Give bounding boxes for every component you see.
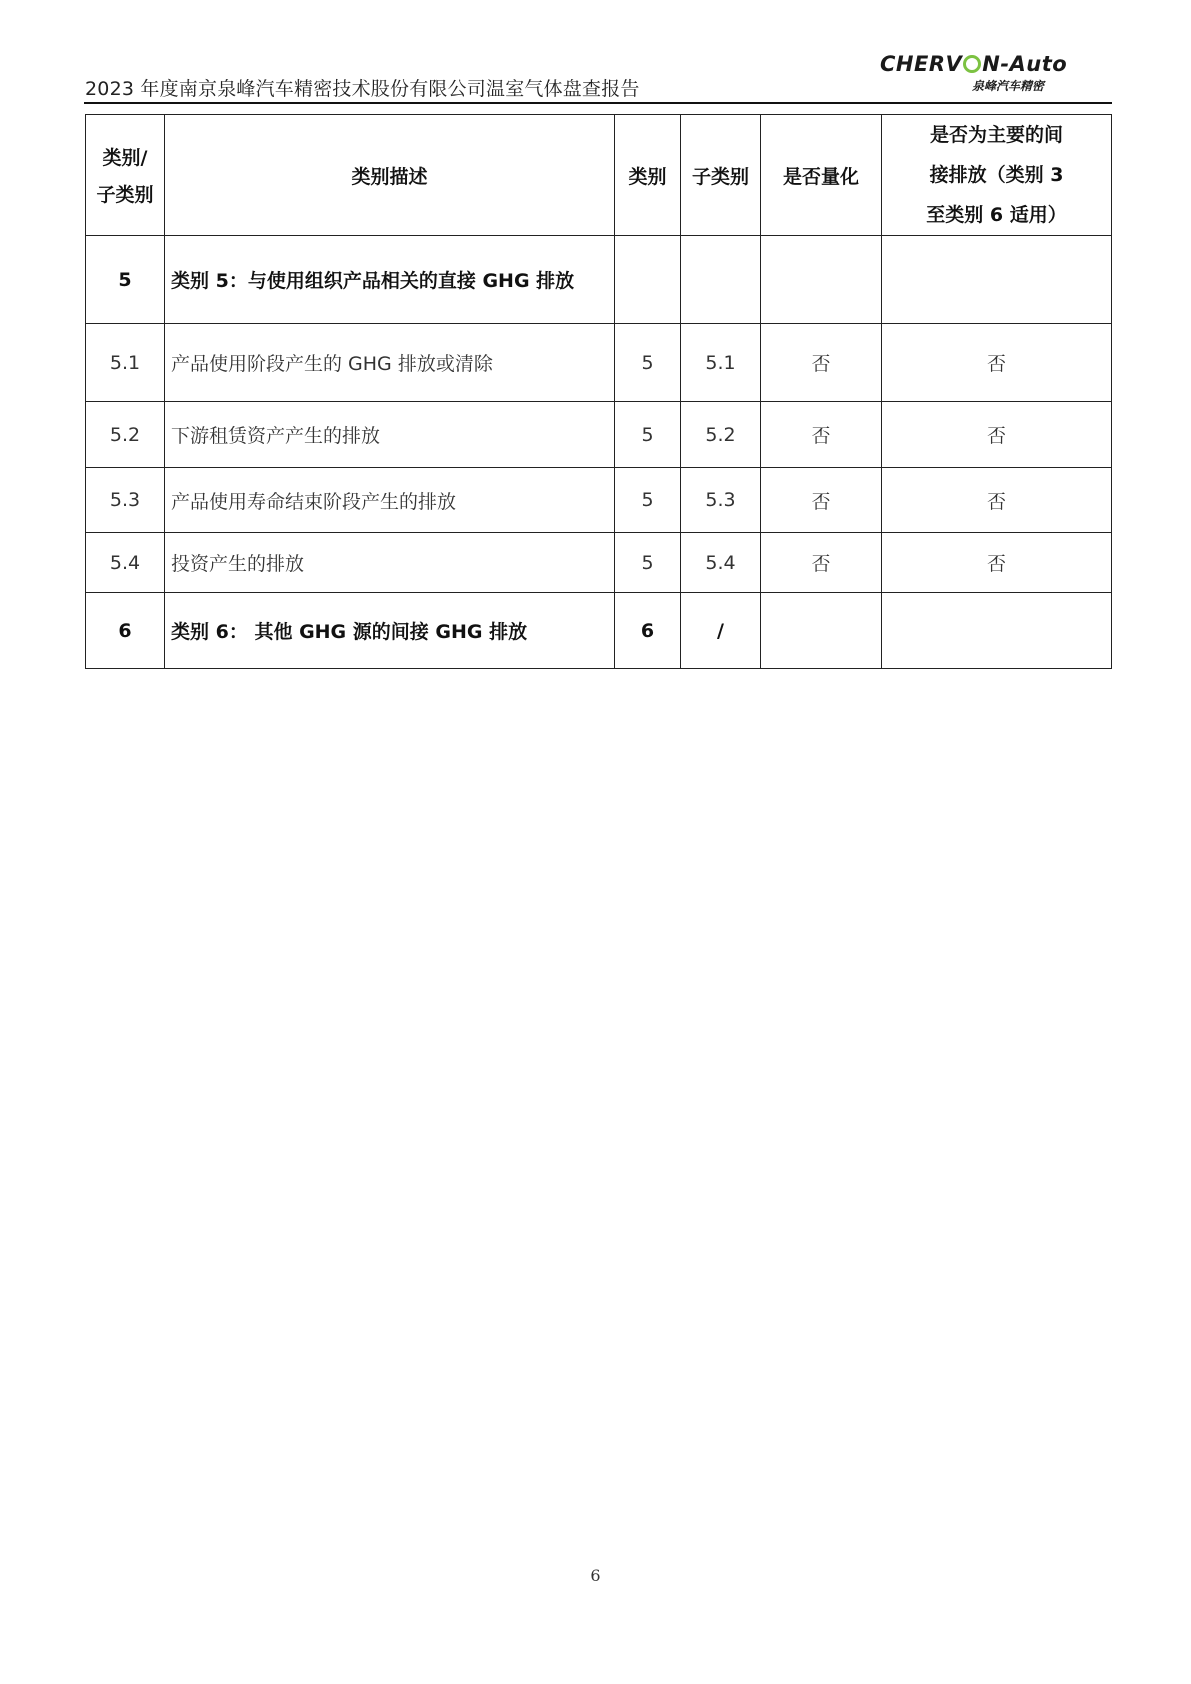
row-main-indirect: 否	[882, 324, 1112, 402]
header-main-indirect: 是否为主要的间 接排放（类别 3 至类别 6 适用）	[882, 115, 1112, 236]
table-row	[86, 533, 1112, 593]
row-main-indirect: 否	[882, 468, 1112, 533]
logo-chinese-name: 泉峰汽车精密	[972, 79, 1045, 93]
row-category	[615, 236, 681, 324]
logo-o-ring-icon	[963, 55, 981, 73]
row-description: 投资产生的排放	[165, 533, 615, 593]
row-subcategory: /	[681, 593, 761, 669]
header-description: 类别描述	[165, 115, 615, 236]
row-main-indirect	[882, 236, 1112, 324]
table-row	[86, 593, 1112, 669]
row-code: 5.3	[86, 468, 165, 533]
ghg-category-table	[85, 114, 1112, 669]
header-code: 类别/ 子类别	[86, 115, 165, 236]
report-header-title: 2023 年度南京泉峰汽车精密技术股份有限公司温室气体盘查报告	[85, 78, 640, 100]
row-quantified	[761, 236, 882, 324]
page-number: 6	[590, 1566, 601, 1585]
row-code: 6	[86, 593, 165, 669]
row-category: 5	[615, 533, 681, 593]
company-logo	[880, 52, 1070, 98]
row-subcategory: 5.3	[681, 468, 761, 533]
header-quantified: 是否量化	[761, 115, 882, 236]
row-category: 6	[615, 593, 681, 669]
table-header-row	[86, 115, 1112, 236]
table-row	[86, 236, 1112, 324]
row-category: 5	[615, 324, 681, 402]
row-quantified: 否	[761, 533, 882, 593]
row-quantified: 否	[761, 468, 882, 533]
header-category: 类别	[615, 115, 681, 236]
row-subcategory: 5.1	[681, 324, 761, 402]
row-description: 产品使用寿命结束阶段产生的排放	[165, 468, 615, 533]
row-category: 5	[615, 468, 681, 533]
row-description: 类别 6： 其他 GHG 源的间接 GHG 排放	[165, 593, 615, 669]
row-category: 5	[615, 402, 681, 468]
row-quantified	[761, 593, 882, 669]
row-code: 5.4	[86, 533, 165, 593]
row-code: 5.1	[86, 324, 165, 402]
row-subcategory: 5.4	[681, 533, 761, 593]
row-description: 产品使用阶段产生的 GHG 排放或清除	[165, 324, 615, 402]
row-subcategory: 5.2	[681, 402, 761, 468]
row-subcategory	[681, 236, 761, 324]
header-subcategory: 子类别	[681, 115, 761, 236]
row-main-indirect: 否	[882, 402, 1112, 468]
row-description: 类别 5：与使用组织产品相关的直接 GHG 排放	[165, 236, 615, 324]
table-row	[86, 324, 1112, 402]
row-code: 5.2	[86, 402, 165, 468]
row-code: 5	[86, 236, 165, 324]
logo-wordmark: CHERV N-Auto	[880, 52, 1068, 76]
row-description: 下游租赁资产产生的排放	[165, 402, 615, 468]
table-row	[86, 468, 1112, 533]
row-quantified: 否	[761, 402, 882, 468]
table-row	[86, 402, 1112, 468]
header-divider	[84, 102, 1112, 104]
row-main-indirect	[882, 593, 1112, 669]
row-main-indirect: 否	[882, 533, 1112, 593]
row-quantified: 否	[761, 324, 882, 402]
